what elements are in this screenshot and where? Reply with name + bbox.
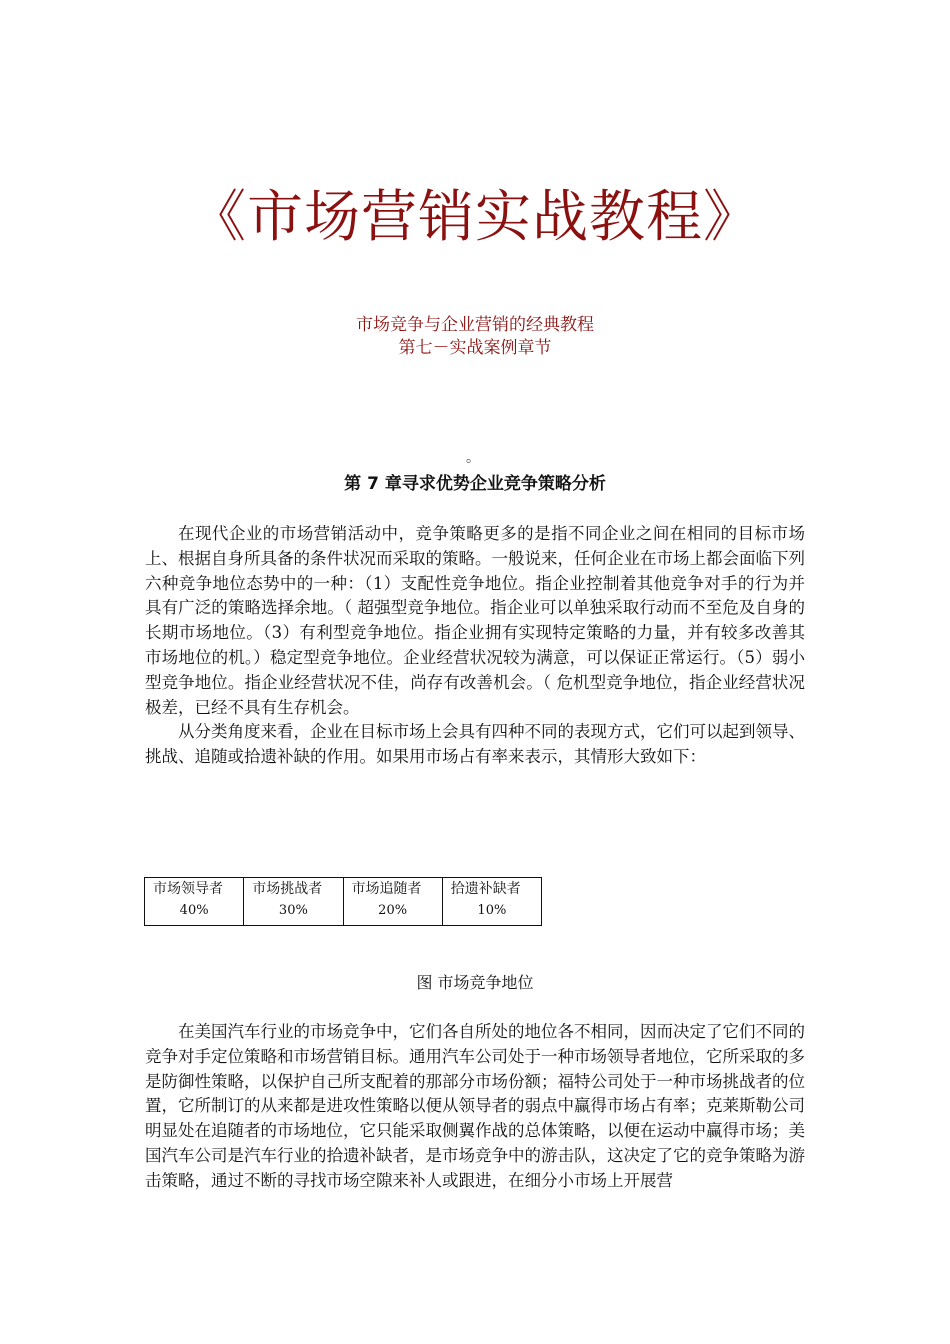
cell-header: 市场领导者 [153,881,223,897]
subtitle-line-1: 市场竞争与企业营销的经典教程 [356,315,594,335]
small-mark: 。 [466,450,480,466]
figure-caption: 图 市场竞争地位 [416,973,534,992]
market-position-table [144,877,542,926]
cell-value: 10% [477,903,507,918]
paragraph: 在现代企业的市场营销活动中，竞争策略更多的是指不同企业之间在相同的目标市场上、根据自身所具备的条件状况而采取的策略。一般说来，任何企业在市场上都会面临下列六种竞争地位态势中的一种：（1）支配性竞争地位。指企业控制着其他竞争对手的行为并具有广泛的策略选择余地。（ 超强型竞争地位。指企业可以单独采取行动而不至危及自身的长期市场地位。（3）有利型竞争地位。指企业拥有实现特定策略的力量，并有较多改善其市场地位的机。）稳定型竞争地位。企业经营状况较为满意，可以保证正常运行。（5）弱小型竞争地位。指企业经营状况不佳，尚存有改善机会。（ 危机型竞争地位，指企业经营状况极差，已经不具有生存机会。 [145,524,805,717]
cell-header: 市场挑战者 [252,881,323,897]
table-cell [145,878,244,926]
paragraph: 在美国汽车行业的市场竞争中，它们各自所处的地位各不相同，因而决定了它们不同的竞争对手定位策略和市场营销目标。通用汽车公司处于一种市场领导者地位，它所采取的多是防御性策略，以保护自己所支配着的那部分市场份额；福特公司处于一种市场挑战者的位置，它所制订的从来都是进攻性策略以便从领导者的弱点中赢得市场占有率；克莱斯勒公司明显处在追随者的市场地位，它只能采取侧翼作战的总体策略，以便在运动中赢得市场；美国汽车公司是汽车行业的拾遗补缺者，是市场竞争中的游击队，这决定了它的竞争策略为游击策略，通过不断的寻找市场空隙来补人或跟进，在细分小市场上开展营 [145,1022,805,1190]
body-section-1 [145,522,805,770]
cell-header: 市场追随者 [351,881,422,897]
cell-value: 30% [278,903,308,918]
paragraph: 从分类角度来看，企业在目标市场上会具有四种不同的表现方式，它们可以起到领导、挑战、追随或拾遗补缺的作用。如果用市场占有率来表示，其情形大致如下： [145,722,805,767]
body-section-2 [145,1020,805,1194]
cell-value: 40% [179,903,209,918]
subtitle-line-2: 第七－实战案例章节 [398,338,552,358]
table-cell [244,878,343,926]
chapter-title: 第 7 章寻求优势企业竞争策略分析 [344,474,606,494]
table-cell [343,878,442,926]
document-title: 《市场营销实战教程》 [190,185,760,250]
cell-header: 拾遗补缺者 [450,881,521,897]
cell-value: 20% [378,903,408,918]
table-row [145,878,542,926]
table-cell [442,878,541,926]
